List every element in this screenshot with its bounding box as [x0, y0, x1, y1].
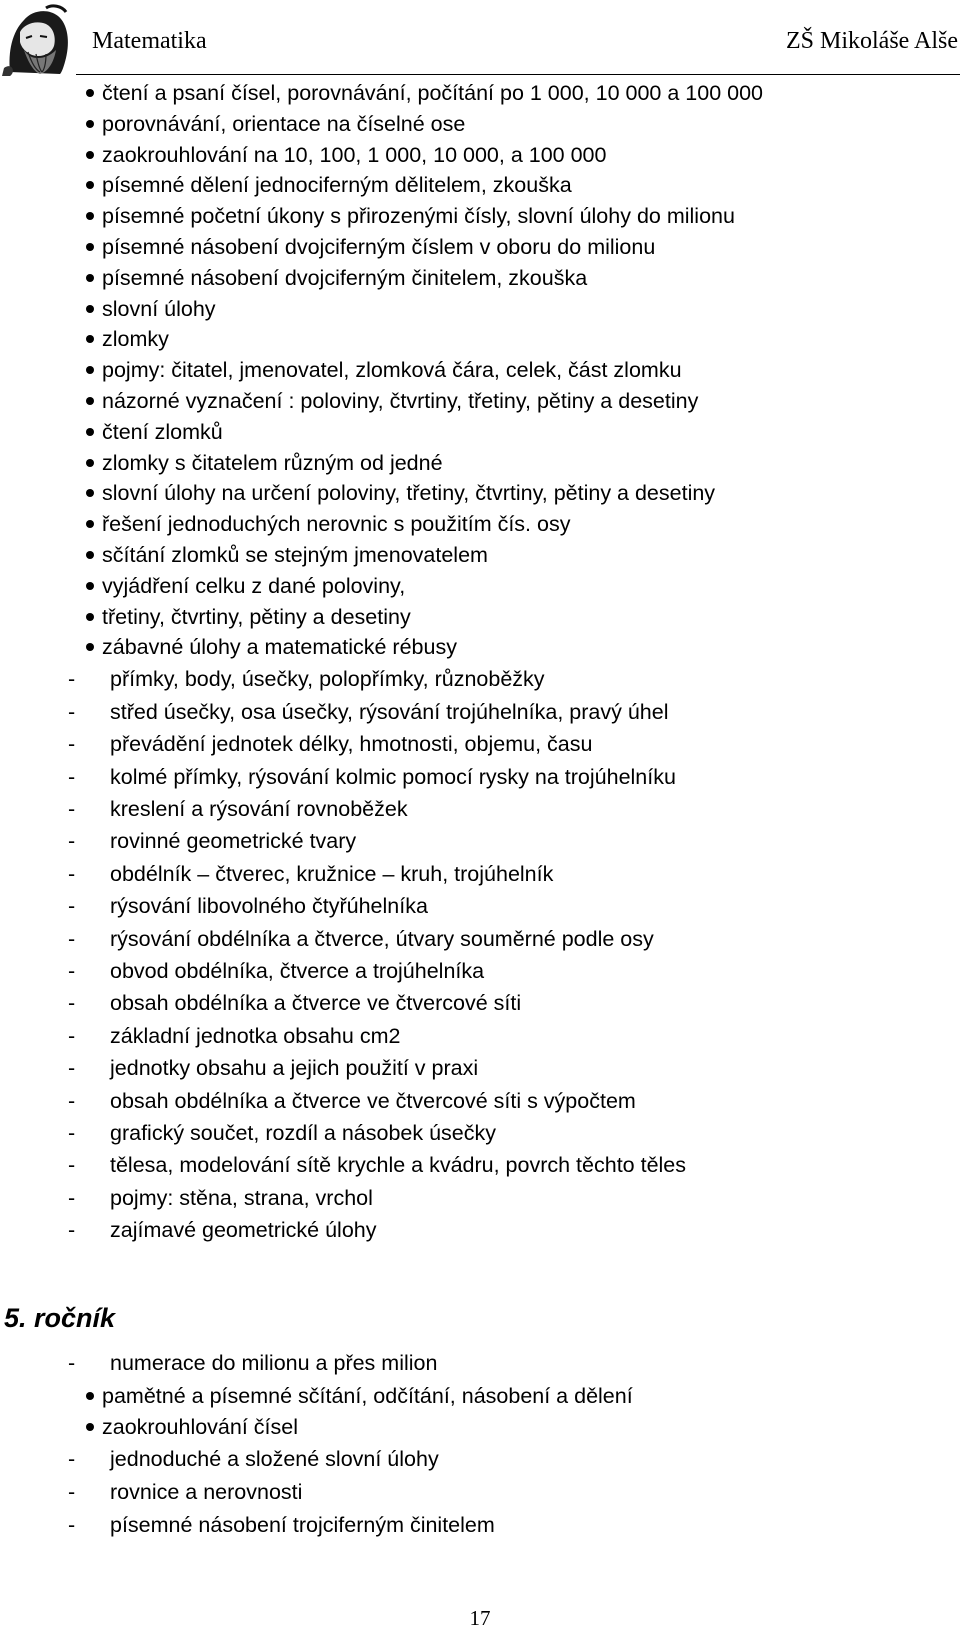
- bullet-icon: [86, 366, 94, 374]
- dash-marker: -: [68, 829, 76, 854]
- header-school-name: ZŠ Mikoláše Alše: [786, 28, 958, 54]
- dash-marker: -: [68, 1447, 76, 1471]
- list-item-text: rovinné geometrické tvary: [110, 829, 357, 854]
- dash-marker: -: [68, 699, 76, 724]
- header-subject: Matematika: [92, 28, 207, 54]
- page-number: 17: [469, 1606, 491, 1630]
- bullet-icon: [86, 274, 94, 282]
- list-item-text: zaokrouhlování na 10, 100, 1 000, 10 000, a 100 000: [102, 142, 607, 167]
- list-item-text: obsah obdélníka a čtverce ve čtvercové síti: [110, 991, 522, 1016]
- list-item-text: zaokrouhlování čísel: [102, 1415, 298, 1439]
- list-item-text: jednoduché a složené slovní úlohy: [110, 1447, 439, 1471]
- list-item-text: čtení zlomků: [102, 419, 223, 444]
- bullet-icon: [86, 520, 94, 528]
- dash-marker: -: [68, 894, 76, 919]
- dash-marker: -: [68, 1218, 76, 1243]
- list-item-text: rýsování libovolného čtyřúhelníka: [110, 894, 428, 919]
- list-item-text: obvod obdélníka, čtverce a trojúhelníka: [110, 959, 485, 983]
- bullet-icon: [86, 643, 94, 651]
- dash-marker: -: [68, 797, 76, 821]
- list-item-text: přímky, body, úsečky, polopřímky, různoběžky: [110, 667, 545, 692]
- list-item-text: pojmy: stěna, strana, vrchol: [110, 1185, 373, 1210]
- list-item-text: kolmé přímky, rýsování kolmic pomocí rysky na trojúhelníku: [110, 764, 676, 789]
- dash-marker: -: [68, 1513, 76, 1537]
- bullet-icon: [86, 120, 94, 128]
- list-item-text: obdélník – čtverec, kružnice – kruh, trojúhelník: [110, 861, 554, 886]
- bullet-icon: [86, 305, 94, 313]
- bullet-icon: [86, 397, 94, 405]
- list-item-text: vyjádření celku z dané poloviny,: [102, 573, 406, 598]
- bullet-icon: [86, 489, 94, 497]
- bullet-icon: [86, 151, 94, 159]
- bullet-icon: [86, 243, 94, 251]
- list-item-text: čtení a psaní čísel, porovnávání, počítání po 1 000, 10 000 a 100 000: [102, 81, 764, 105]
- list-item-text: zábavné úlohy a matematické rébusy: [102, 635, 457, 660]
- list-item-text: pamětné a písemné sčítání, odčítání, násobení a dělení: [102, 1384, 633, 1408]
- section-heading-grade5: 5. ročník: [4, 1303, 116, 1333]
- list-item-text: zlomky: [102, 327, 169, 352]
- list-item-text: porovnávání, orientace na číselné ose: [102, 111, 466, 136]
- bullet-icon: [86, 1423, 94, 1431]
- list-item-text: základní jednotka obsahu cm2: [110, 1023, 401, 1048]
- list-item-text: zlomky s čitatelem různým od jedné: [102, 450, 443, 475]
- list-item-text: slovní úlohy: [102, 296, 216, 321]
- dash-marker: -: [68, 1023, 76, 1048]
- bullet-icon: [86, 89, 94, 97]
- bullet-icon: [86, 459, 94, 467]
- dash-marker: -: [68, 1153, 76, 1178]
- dash-marker: -: [68, 1088, 76, 1113]
- dash-marker: -: [68, 732, 76, 757]
- dash-marker: -: [68, 1480, 76, 1504]
- list-item-text: grafický součet, rozdíl a násobek úsečky: [110, 1121, 496, 1145]
- list-item-text: písemné dělení jednociferným dělitelem, zkouška: [102, 173, 572, 198]
- list-item-text: obsah obdélníka a čtverce ve čtvercové síti s výpočtem: [110, 1088, 636, 1113]
- dash-marker: -: [68, 1185, 76, 1210]
- header-divider: [76, 74, 960, 75]
- list-item-text: řešení jednoduchých nerovnic s použitím čís. osy: [102, 512, 571, 537]
- bullet-icon: [86, 1392, 94, 1400]
- bullet-icon: [86, 551, 94, 559]
- list-item-text: slovní úlohy na určení poloviny, třetiny, čtvrtiny, pětiny a desetiny: [102, 481, 716, 506]
- dash-marker: -: [68, 1121, 76, 1145]
- dash-marker: -: [68, 991, 76, 1016]
- dash-marker: -: [68, 861, 76, 886]
- bullet-icon: [86, 335, 94, 343]
- dash-marker: -: [68, 667, 76, 692]
- list-item-text: pojmy: čitatel, jmenovatel, zlomková čára, celek, část zlomku: [102, 358, 682, 383]
- list-item-text: střed úsečky, osa úsečky, rýsování trojúhelníka, pravý úhel: [110, 699, 669, 724]
- list-item-text: písemné násobení trojciferným činitelem: [110, 1513, 495, 1537]
- list-item-text: rýsování obdélníka a čtverce, útvary souměrné podle osy: [110, 926, 654, 951]
- dash-marker: -: [68, 1056, 76, 1081]
- list-item-text: numerace do milionu a přes milion: [110, 1351, 438, 1375]
- list-item-text: kreslení a rýsování rovnoběžek: [110, 797, 408, 821]
- list-item-text: sčítání zlomků se stejným jmenovatelem: [102, 543, 488, 567]
- list-item-text: písemné početní úkony s přirozenými čísly, slovní úlohy do milionu: [102, 204, 735, 229]
- list-item-text: tělesa, modelování sítě krychle a kvádru, povrch těchto těles: [110, 1153, 687, 1178]
- list-item-text: názorné vyznačení : poloviny, čtvrtiny, třetiny, pětiny a desetiny: [102, 389, 699, 413]
- list-item-text: třetiny, čtvrtiny, pětiny a desetiny: [102, 604, 411, 629]
- list-item-text: zajímavé geometrické úlohy: [110, 1218, 377, 1243]
- list-item-text: rovnice a nerovnosti: [110, 1480, 303, 1504]
- list-item-text: písemné násobení dvojciferným číslem v oboru do milionu: [102, 235, 656, 259]
- page-header: [0, 0, 960, 80]
- dash-marker: -: [68, 764, 76, 789]
- school-logo-portrait-icon: [2, 2, 74, 76]
- dash-marker: -: [68, 959, 76, 983]
- list-item-text: převádění jednotek délky, hmotnosti, objemu, času: [110, 732, 593, 757]
- bullet-icon: [86, 582, 94, 590]
- bullet-icon: [86, 212, 94, 220]
- bullet-icon: [86, 181, 94, 189]
- bullet-icon: [86, 428, 94, 436]
- list-item-text: písemné násobení dvojciferným činitelem, zkouška: [102, 265, 588, 290]
- bullet-icon: [86, 613, 94, 621]
- dash-marker: -: [68, 926, 76, 951]
- list-item-text: jednotky obsahu a jejich použití v praxi: [110, 1056, 479, 1081]
- dash-marker: -: [68, 1351, 76, 1375]
